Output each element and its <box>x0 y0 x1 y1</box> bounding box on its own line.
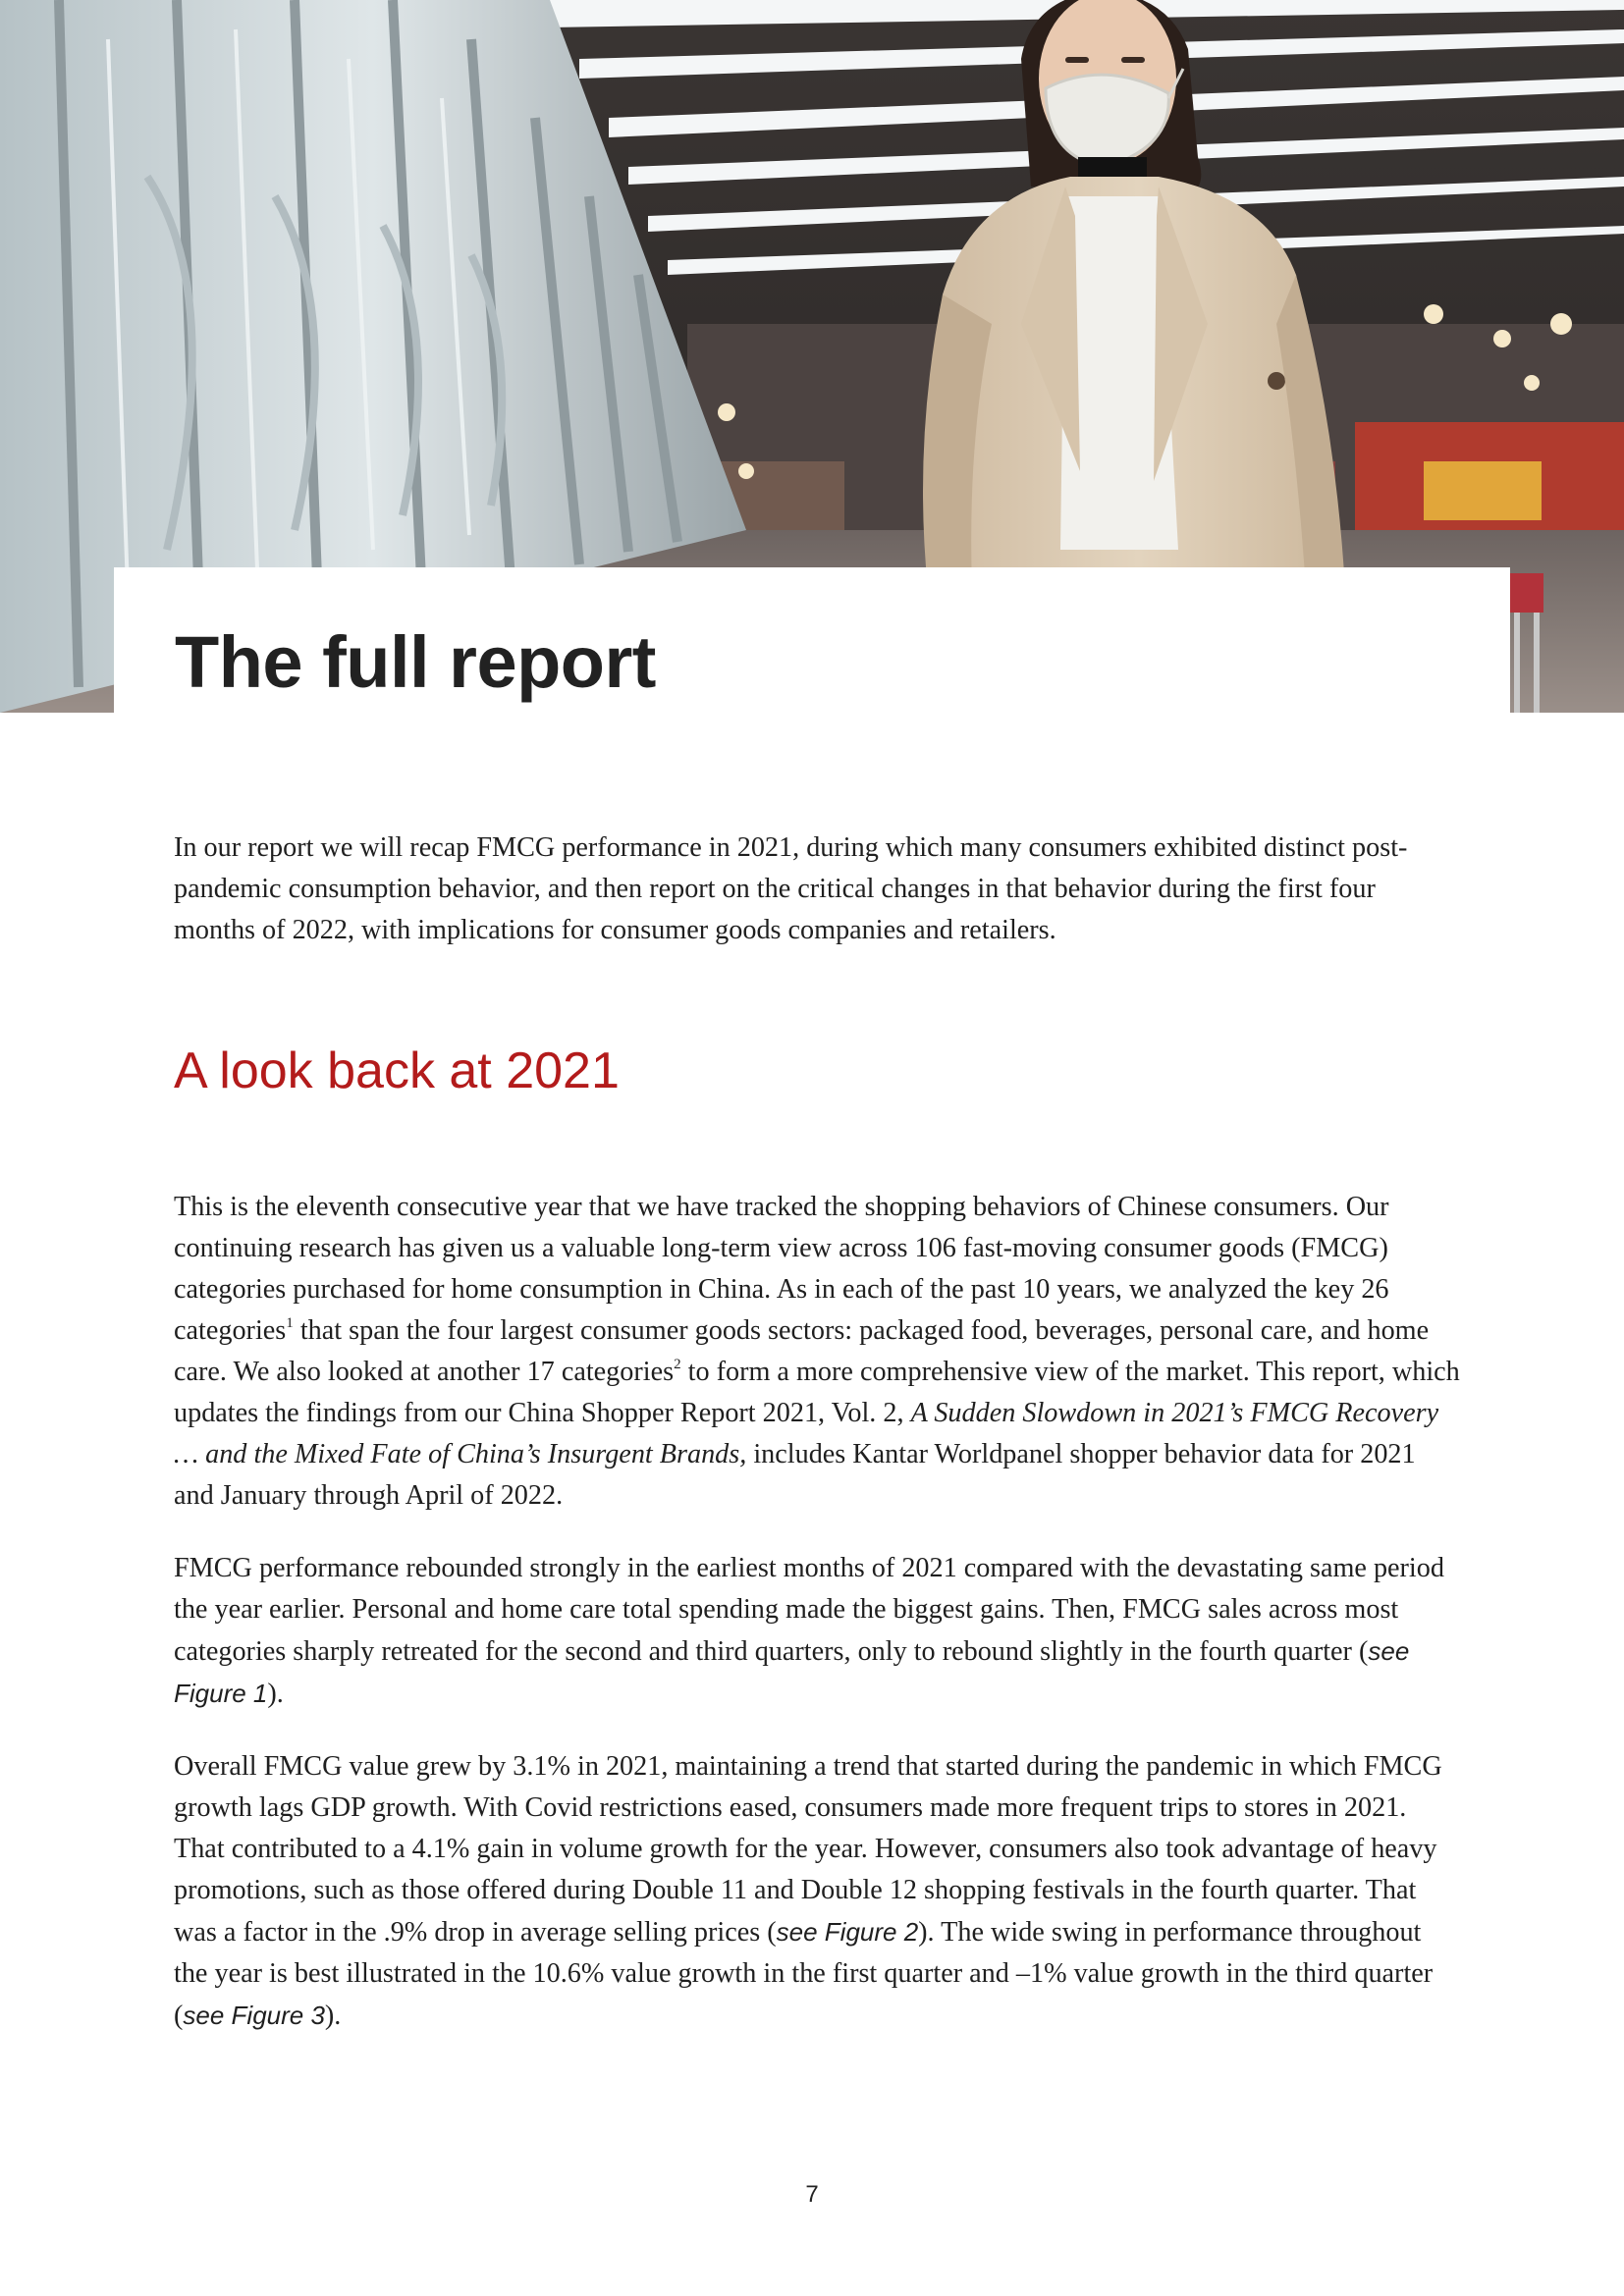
paragraph-1 <box>174 1187 1460 1517</box>
footnote-ref-2[interactable]: 2 <box>674 1357 681 1372</box>
p1-text-b: that span the four largest consumer goods sectors: packaged food, beverages, personal care, and home care. We also looked at another 17 categories <box>174 1315 1430 1387</box>
p1-text-d: includes Kantar Worldpanel shopper behavior data for 2021 and January through April of 2022. <box>174 1439 1416 1511</box>
intro-paragraph: In our report we will recap FMCG performance in 2021, during which many consumers exhibited distinct post-pandemic consumption behavior, and then report on the critical changes in that behavior during the first four months of 2022, with implications for consumer goods companies and retailers. <box>174 832 1408 945</box>
p3-text-a: Overall FMCG value grew by 3.1% in 2021, maintaining a trend that started during the pandemic in which FMCG growth lags GDP growth. With Covid restrictions eased, consumers made more frequent trips to stores in 2021. That contributed to a 4.1% gain in volume growth for the year. However, consumers also took advantage of heavy promotions, such as those offered during Double 11 and Double 12 shopping festivals in the fourth quarter. That was a factor in the .9% drop in average selling prices ( <box>174 1751 1442 1948</box>
footnote-ref-1[interactable]: 1 <box>286 1315 294 1331</box>
figure-3-reference[interactable]: see Figure 3 <box>183 2001 325 2030</box>
p1-text-a: This is the eleventh consecutive year that we have tracked the shopping behaviors of Chinese consumers. Our continuing research has given us a valuable long-term view across 106 fast-moving consumer goods (FMCG) categories purchased for home consumption in China. As in each of the past 10 years, we analyzed the key 26 categories <box>174 1192 1389 1346</box>
p2-text-a: FMCG performance rebounded strongly in the earliest months of 2021 compared with the devastating same period the year earlier. Personal and home care total spending made the biggest gains. Then, FMCG sales across most categories sharply retreated for the second and third quarters, only to rebound slightly in the fourth quarter ( <box>174 1553 1444 1667</box>
report-body <box>174 828 1460 2037</box>
paragraph-3 <box>174 1746 1460 2037</box>
title-card <box>114 567 1510 734</box>
figure-1-reference[interactable]: see Figure 1 <box>174 1636 1410 1708</box>
page-number: 7 <box>805 2181 819 2208</box>
paragraph-2 <box>174 1548 1460 1715</box>
figure-2-reference[interactable]: see Figure 2 <box>776 1917 919 1947</box>
p2-text-b: ). <box>267 1679 284 1709</box>
p1-text-c: to form a more comprehensive view of the market. This report, which updates the findings from our China Shopper Report 2021, Vol. 2, <box>174 1357 1460 1428</box>
p3-text-c: ). <box>324 2001 342 2031</box>
p1-report-title: A Sudden Slowdown in 2021’s FMCG Recovery … and the Mixed Fate of China’s Insurgent Brands, <box>174 1398 1439 1469</box>
p3-text-b: ). The wide swing in performance throughout the year is best illustrated in the 10.6% value growth in the first quarter and –1% value growth in the third quarter ( <box>174 1917 1434 2031</box>
page-title: The full report <box>175 621 656 703</box>
section-heading: A look back at 2021 <box>174 1042 620 1099</box>
